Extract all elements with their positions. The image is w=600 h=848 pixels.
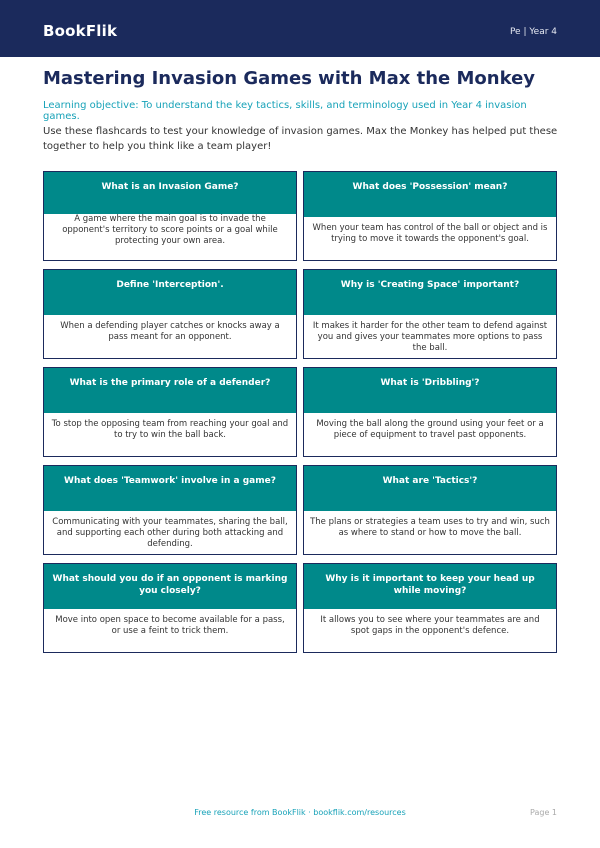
flashcard-answer: To stop the opposing team from reaching your goal and to try to win the ball back. <box>44 413 296 457</box>
flashcard-question: Why is 'Creating Space' important? <box>304 270 556 315</box>
flashcard-question: What is 'Dribbling'? <box>304 368 556 413</box>
flashcard-question: What are 'Tactics'? <box>304 466 556 511</box>
flashcard[interactable] <box>43 563 297 653</box>
intro-text: Use these flashcards to test your knowledge of invasion games. Max the Monkey has helped put these together to help you think like a team player! <box>43 126 558 152</box>
flashcard-question: What should you do if an opponent is marking you closely? <box>44 564 296 609</box>
flashcard-answer: It makes it harder for the other team to defend against you and gives your teammates more options to pass the ball. <box>304 315 556 359</box>
flashcard-question: Define 'Interception'. <box>44 270 296 315</box>
flashcard[interactable] <box>43 269 297 359</box>
flashcard-answer: Move into open space to become available for a pass, or use a feint to trick them. <box>44 609 296 653</box>
flashcard-answer: It allows you to see where your teammates are and spot gaps in the opponent's defence. <box>304 609 556 653</box>
flashcard[interactable] <box>303 171 557 261</box>
flashcard[interactable] <box>303 563 557 653</box>
flashcard-answer: The plans or strategies a team uses to try and win, such as where to stand or how to move the ball. <box>304 511 556 555</box>
flashcard-answer: A game where the main goal is to invade the opponent's territory to score points or a goal while protecting your own area. <box>44 214 296 258</box>
top-bar <box>0 0 600 57</box>
footer-link[interactable]: Free resource from BookFlik · bookflik.com/resources <box>194 808 406 817</box>
brand-logo[interactable]: BookFlik <box>43 22 118 40</box>
page-number: Page 1 <box>530 808 557 817</box>
flashcard-question: Why is it important to keep your head up while moving? <box>304 564 556 609</box>
flashcard[interactable] <box>303 367 557 457</box>
flashcard[interactable] <box>303 465 557 555</box>
flashcard-answer: Communicating with your teammates, sharing the ball, and supporting each other during both attacking and defending. <box>44 511 296 555</box>
learning-objective: Learning objective: To understand the key tactics, skills, and terminology used in Year 4 invasion games. <box>43 100 527 122</box>
flashcard-grid <box>43 171 557 653</box>
flashcard-answer: Moving the ball along the ground using your feet or a piece of equipment to travel past opponents. <box>304 413 556 457</box>
flashcard-answer: When a defending player catches or knocks away a pass meant for an opponent. <box>44 315 296 359</box>
flashcard[interactable] <box>303 269 557 359</box>
flashcard[interactable] <box>43 171 297 261</box>
flashcard[interactable] <box>43 367 297 457</box>
flashcard-question: What does 'Possession' mean? <box>304 172 556 217</box>
flashcard-question: What is the primary role of a defender? <box>44 368 296 413</box>
subject-year-label: Pe | Year 4 <box>509 27 557 37</box>
flashcard-question: What does 'Teamwork' involve in a game? <box>44 466 296 511</box>
page-title: Mastering Invasion Games with Max the Monkey <box>43 68 536 89</box>
flashcard-answer: When your team has control of the ball or object and is trying to move it towards the opponent's goal. <box>304 217 556 261</box>
flashcard[interactable] <box>43 465 297 555</box>
flashcard-question: What is an Invasion Game? <box>44 172 296 217</box>
